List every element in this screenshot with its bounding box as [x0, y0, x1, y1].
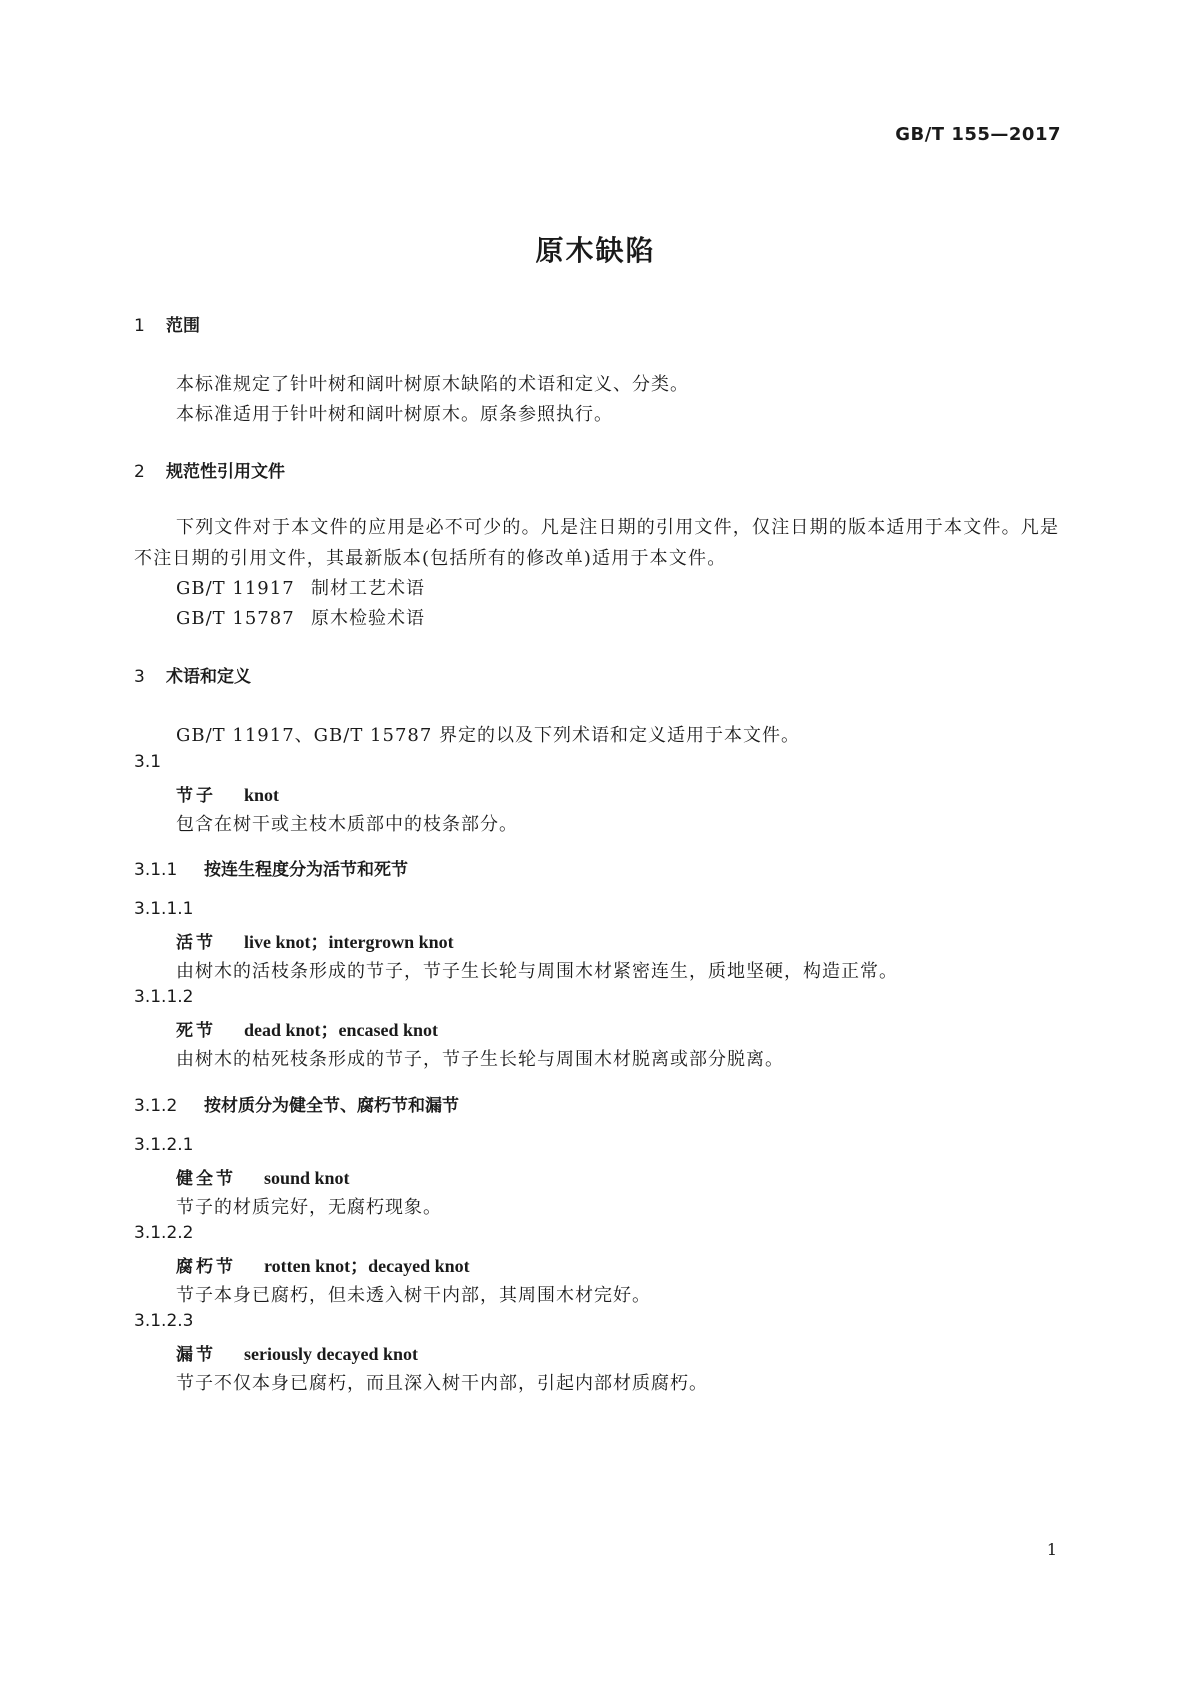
term-chinese: 腐朽节 — [176, 1257, 236, 1277]
section-number: 1 — [134, 316, 145, 336]
terms-intro-paragraph: GB/T 11917、GB/T 15787 界定的以及下列术语和定义适用于本文件。 — [176, 725, 801, 746]
term-entry — [176, 1340, 418, 1365]
subsection-heading — [134, 1091, 459, 1116]
term-definition: 包含在树干或主枝木质部中的枝条部分。 — [176, 814, 518, 835]
reference-code: GB/T 15787 — [176, 608, 295, 629]
term-number: 3.1.2.1 — [134, 1135, 194, 1155]
term-chinese: 死节 — [176, 1021, 216, 1041]
term-number: 3.1.2.3 — [134, 1311, 194, 1331]
term-number: 3.1.2.2 — [134, 1223, 194, 1243]
term-english: dead knot；encased knot — [244, 1020, 439, 1040]
term-number: 3.1 — [134, 752, 162, 772]
subsection-title: 按材质分为健全节、腐朽节和漏节 — [204, 1096, 459, 1116]
term-definition: 由树木的枯死枝条形成的节子，节子生长轮与周围木材脱离或部分脱离。 — [176, 1049, 784, 1070]
subsection-number: 3.1.1 — [134, 860, 178, 880]
term-entry — [176, 781, 279, 806]
subsection-title: 按连生程度分为活节和死节 — [204, 860, 408, 880]
section-heading-3 — [134, 662, 251, 687]
term-entry — [176, 1016, 438, 1042]
term-chinese: 节子 — [176, 786, 216, 806]
scope-paragraph-1: 本标准规定了针叶树和阔叶树原木缺陷的术语和定义、分类。 — [176, 374, 689, 395]
page-number: 1 — [1046, 1540, 1057, 1559]
term-chinese: 活节 — [176, 933, 216, 953]
term-english: knot — [244, 785, 280, 805]
subsection-number: 3.1.2 — [134, 1096, 178, 1116]
section-title: 范围 — [166, 316, 200, 336]
normative-references-paragraph: 下列文件对于本文件的应用是必不可少的。凡是注日期的引用文件，仅注日期的版本适用于本文件。凡是不注日期的引用文件，其最新版本(包括所有的修改单)适用于本文件。 — [134, 517, 1060, 569]
term-english: sound knot — [264, 1168, 350, 1188]
section-number: 3 — [134, 667, 145, 687]
reference-name: 原木检验术语 — [311, 608, 425, 629]
term-chinese: 健全节 — [176, 1169, 236, 1189]
section-number: 2 — [134, 462, 145, 482]
term-number: 3.1.1.1 — [134, 899, 194, 919]
term-definition: 由树木的活枝条形成的节子，节子生长轮与周围木材紧密连生，质地坚硬，构造正常。 — [176, 961, 898, 982]
section-title: 术语和定义 — [166, 667, 251, 687]
term-definition: 节子不仅本身已腐朽，而且深入树干内部，引起内部材质腐朽。 — [176, 1373, 708, 1394]
term-definition: 节子的材质完好，无腐朽现象。 — [176, 1197, 442, 1218]
term-english: rotten knot；decayed knot — [264, 1256, 470, 1276]
reference-item — [176, 574, 425, 600]
term-entry — [176, 1164, 350, 1189]
document-title: 原木缺陷 — [535, 234, 656, 267]
standard-code: GB/T 155—2017 — [895, 124, 1061, 145]
section-heading-1 — [134, 311, 200, 336]
term-english: live knot；intergrown knot — [244, 932, 454, 952]
term-entry — [176, 928, 454, 954]
reference-item — [176, 604, 425, 630]
section-title: 规范性引用文件 — [166, 462, 285, 482]
term-entry — [176, 1252, 470, 1278]
term-chinese: 漏节 — [176, 1345, 216, 1365]
scope-paragraph-2: 本标准适用于针叶树和阔叶树原木。原条参照执行。 — [176, 404, 613, 425]
term-definition: 节子本身已腐朽，但未透入树干内部，其周围木材完好。 — [176, 1285, 651, 1306]
subsection-heading — [134, 855, 408, 880]
reference-code: GB/T 11917 — [176, 578, 295, 599]
term-number: 3.1.1.2 — [134, 987, 194, 1007]
section-heading-2 — [134, 457, 285, 482]
term-english: seriously decayed knot — [244, 1344, 419, 1364]
reference-name: 制材工艺术语 — [311, 578, 425, 599]
